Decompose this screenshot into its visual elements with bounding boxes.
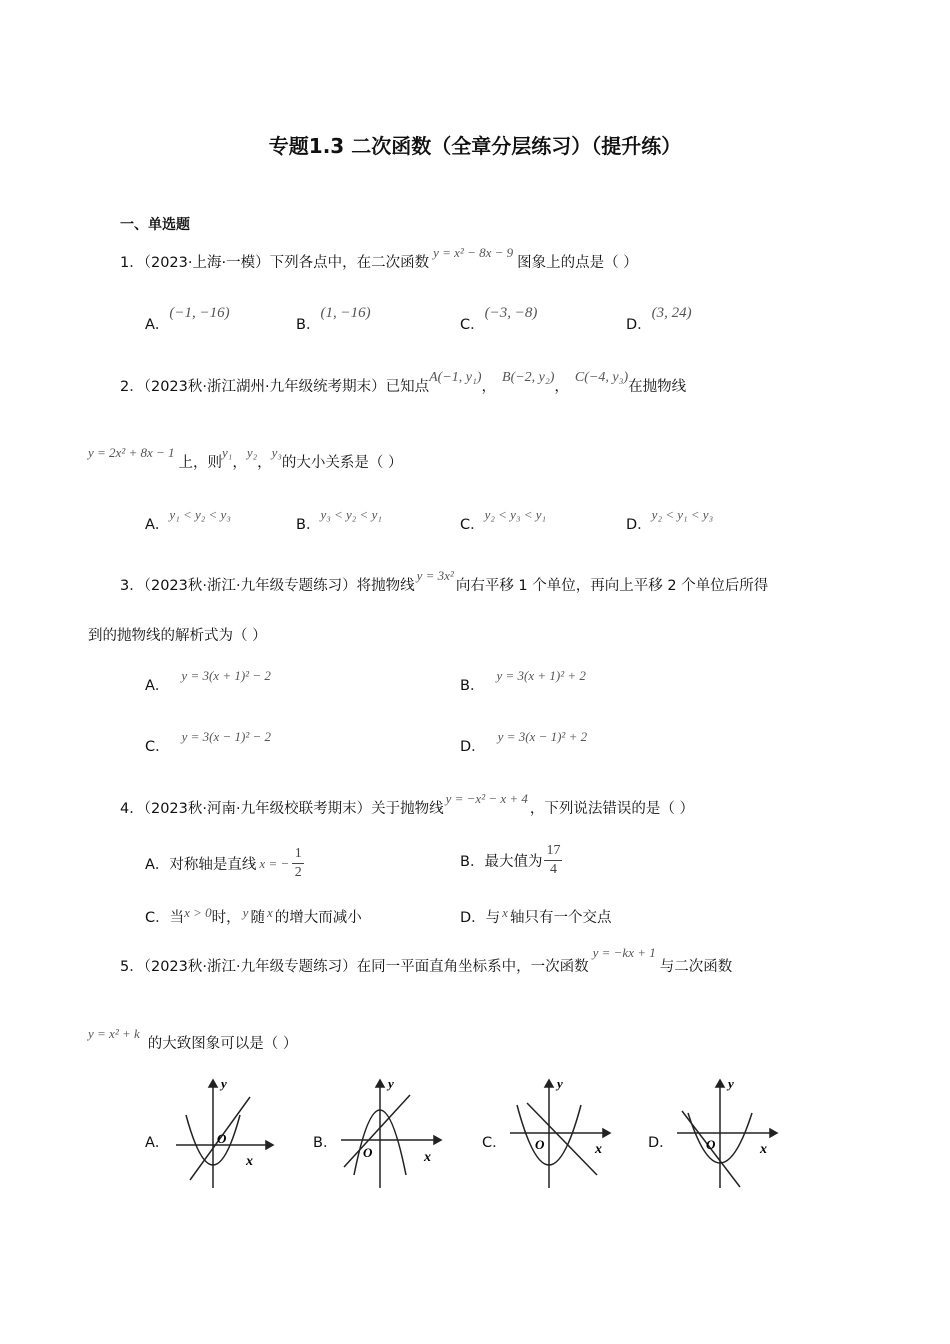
- question-5: [120, 945, 733, 976]
- question-text: ，下列说法错误的是（ ）: [529, 801, 695, 817]
- x-axis-arrow-icon: [266, 1141, 273, 1149]
- graph-option-c[interactable]: [505, 1075, 615, 1195]
- point-b: B(−2, y₂): [502, 370, 555, 385]
- var-y3: y₃: [271, 445, 282, 460]
- origin-label: O: [706, 1137, 716, 1152]
- option-text: 对称轴是直线: [169, 857, 257, 873]
- q1-option-b[interactable]: [296, 305, 371, 334]
- q5-option-a[interactable]: A．: [145, 1135, 170, 1151]
- origin-label: O: [363, 1145, 373, 1160]
- fraction: [292, 846, 304, 881]
- question-number: 1．: [120, 255, 144, 271]
- q5-option-d[interactable]: D．: [648, 1135, 674, 1151]
- question-1: [120, 245, 638, 272]
- graph-option-d[interactable]: [672, 1075, 782, 1195]
- option-math: x: [266, 905, 273, 920]
- question-text: 图象上的点是（ ）: [517, 255, 638, 271]
- option-label: A．: [145, 857, 170, 873]
- axis-x-label: x: [595, 1142, 602, 1157]
- option-value: y₁ < y₂ < y₃: [169, 507, 231, 522]
- question-number: 2．: [120, 379, 144, 395]
- x-axis-arrow-icon: [603, 1129, 610, 1137]
- option-label: B．: [296, 517, 321, 533]
- q4-option-c[interactable]: [145, 906, 362, 927]
- option-text: 与: [485, 910, 501, 926]
- option-label: D．: [460, 910, 486, 926]
- option-value: y₃ < y₂ < y₁: [320, 507, 382, 522]
- fraction-bar: [292, 863, 304, 864]
- point-a: A(−1, y₁): [429, 370, 482, 385]
- fraction-bar: [544, 860, 562, 861]
- option-label: D．: [460, 739, 486, 755]
- question-source: （2023·上海·一模）: [143, 255, 270, 271]
- question-text: 在抛物线: [628, 379, 687, 395]
- question-3-line-2: 到的抛物线的解析式为（ ）: [88, 628, 267, 644]
- question-text: 下列各点中，在二次函数: [269, 255, 430, 271]
- option-label: C．: [145, 910, 170, 926]
- separator: ，: [554, 379, 569, 395]
- y-axis-arrow-icon: [209, 1080, 217, 1087]
- option-label: D．: [626, 517, 652, 533]
- question-text: 的大小关系是（ ）: [281, 455, 403, 471]
- formula-linear: y = −kx + 1: [592, 945, 656, 960]
- formula: y = 2x² + 8x − 1: [88, 445, 175, 460]
- option-math: x = −: [259, 855, 290, 871]
- option-value: y₂ < y₃ < y₁: [484, 507, 547, 522]
- y-axis-arrow-icon: [716, 1080, 724, 1087]
- var-y2: y₂: [246, 445, 258, 460]
- axis-y-label: y: [388, 1076, 394, 1091]
- option-text: 轴只有一个交点: [509, 910, 612, 926]
- question-text: 与二次函数: [659, 959, 733, 975]
- option-value: (−1, −16): [169, 305, 230, 321]
- origin-label: O: [217, 1131, 227, 1146]
- option-value: y = 3(x − 1)² − 2: [181, 729, 272, 744]
- option-label: A．: [145, 517, 170, 533]
- q2-option-c[interactable]: [460, 507, 547, 534]
- axis-y-label: y: [728, 1076, 734, 1091]
- q3-option-d[interactable]: [460, 729, 588, 756]
- q3-option-b[interactable]: [460, 668, 586, 695]
- q3-option-a[interactable]: [145, 668, 271, 695]
- graph-option-a[interactable]: [168, 1075, 278, 1195]
- option-text: 最大值为: [484, 854, 543, 870]
- option-label: D．: [626, 317, 652, 333]
- option-label: A．: [145, 317, 170, 333]
- x-axis-arrow-icon: [434, 1136, 441, 1144]
- question-text: 已知点: [385, 379, 430, 395]
- line: [344, 1095, 410, 1167]
- page-title: 专题1.3 二次函数（全章分层练习）（提升练）: [268, 134, 682, 158]
- fraction: [544, 843, 562, 878]
- option-math: x: [502, 905, 508, 920]
- graph-option-b[interactable]: [336, 1075, 446, 1195]
- q1-option-d[interactable]: [626, 305, 692, 334]
- q2-option-d[interactable]: [626, 507, 714, 534]
- q1-option-a[interactable]: [145, 305, 230, 334]
- option-value: (1, −16): [320, 305, 371, 321]
- question-number: 3．: [120, 578, 144, 594]
- option-value: (3, 24): [651, 305, 692, 321]
- question-3: [120, 568, 769, 595]
- formula-quadratic: y = x² + k: [88, 1026, 140, 1041]
- question-number: 5．: [120, 959, 144, 975]
- q4-option-b[interactable]: [460, 843, 562, 878]
- point-c: C(−4, y₃): [574, 370, 629, 385]
- question-text: 将抛物线: [356, 578, 415, 594]
- fraction-denominator: 2: [294, 865, 302, 880]
- fraction-denominator: 4: [549, 862, 557, 877]
- axis-x-label: x: [246, 1154, 253, 1169]
- option-label: B．: [460, 678, 485, 694]
- axis-x-label: x: [424, 1150, 431, 1165]
- option-text: 时，: [211, 910, 241, 926]
- q4-option-a[interactable]: [145, 846, 304, 881]
- origin-label: O: [535, 1137, 545, 1152]
- option-text: 的增大而减小: [274, 910, 362, 926]
- option-value: y = 3(x + 1)² − 2: [181, 668, 271, 683]
- option-math: y: [242, 905, 249, 920]
- option-math: x > 0: [184, 905, 212, 920]
- q4-option-d[interactable]: [460, 906, 611, 927]
- question-2-line-2: [88, 445, 403, 472]
- section-heading: 一、单选题: [120, 217, 190, 233]
- q3-option-c[interactable]: [145, 729, 272, 756]
- formula: y = 3x²: [416, 568, 454, 583]
- y-axis-arrow-icon: [545, 1080, 553, 1087]
- question-4: [120, 791, 695, 818]
- question-text: 的大致图象可以是（ ）: [147, 1036, 298, 1052]
- x-axis-arrow-icon: [770, 1129, 777, 1137]
- option-text: 当: [169, 910, 185, 926]
- formula: y = x² − 8x − 9: [433, 245, 514, 260]
- option-label: A．: [145, 678, 170, 694]
- option-value: y = 3(x − 1)² + 2: [497, 729, 588, 744]
- question-text: 关于抛物线: [371, 801, 444, 817]
- var-y1: y₁: [222, 445, 233, 460]
- option-label: C．: [460, 317, 485, 333]
- q5-option-c[interactable]: C．: [482, 1135, 507, 1151]
- axis-x-label: x: [760, 1142, 767, 1157]
- question-text: 上，则: [178, 455, 223, 471]
- separator: ，: [257, 455, 272, 471]
- question-source: （2023秋·河南·九年级校联考期末）: [143, 801, 372, 817]
- question-source: （2023秋·浙江湖州·九年级统考期末）: [143, 379, 386, 395]
- question-source: （2023秋·浙江·九年级专题练习）: [143, 578, 357, 594]
- option-value: y₂ < y₁ < y₃: [651, 507, 714, 522]
- option-label: C．: [145, 739, 170, 755]
- q2-option-b[interactable]: [296, 507, 382, 534]
- y-axis-arrow-icon: [376, 1080, 384, 1087]
- option-label: B．: [460, 854, 485, 870]
- axis-y-label: y: [557, 1076, 563, 1091]
- question-text: 向右平移 1 个单位，再向上平移 2 个单位后所得: [455, 578, 769, 594]
- separator: ，: [232, 455, 247, 471]
- option-text: 随: [250, 910, 265, 926]
- question-2: [120, 370, 687, 396]
- axis-y-label: y: [221, 1076, 227, 1091]
- option-label: B．: [296, 317, 321, 333]
- separator: ，: [481, 379, 497, 395]
- option-value: y = 3(x + 1)² + 2: [496, 668, 586, 683]
- option-label: C．: [460, 517, 485, 533]
- question-5-line-2: [88, 1026, 298, 1053]
- q1-option-c[interactable]: [460, 305, 538, 334]
- question-number: 4．: [120, 801, 144, 817]
- fraction-numerator: 1: [294, 846, 302, 861]
- formula: y = −x² − x + 4: [445, 791, 528, 806]
- question-source: （2023秋·浙江·九年级专题练习）: [143, 959, 357, 975]
- fraction-numerator: 17: [546, 843, 561, 858]
- q5-option-b[interactable]: B．: [313, 1135, 338, 1151]
- question-text: 在同一平面直角坐标系中，一次函数: [356, 959, 589, 975]
- option-value: (−3, −8): [484, 305, 538, 321]
- q2-option-a[interactable]: [145, 507, 231, 534]
